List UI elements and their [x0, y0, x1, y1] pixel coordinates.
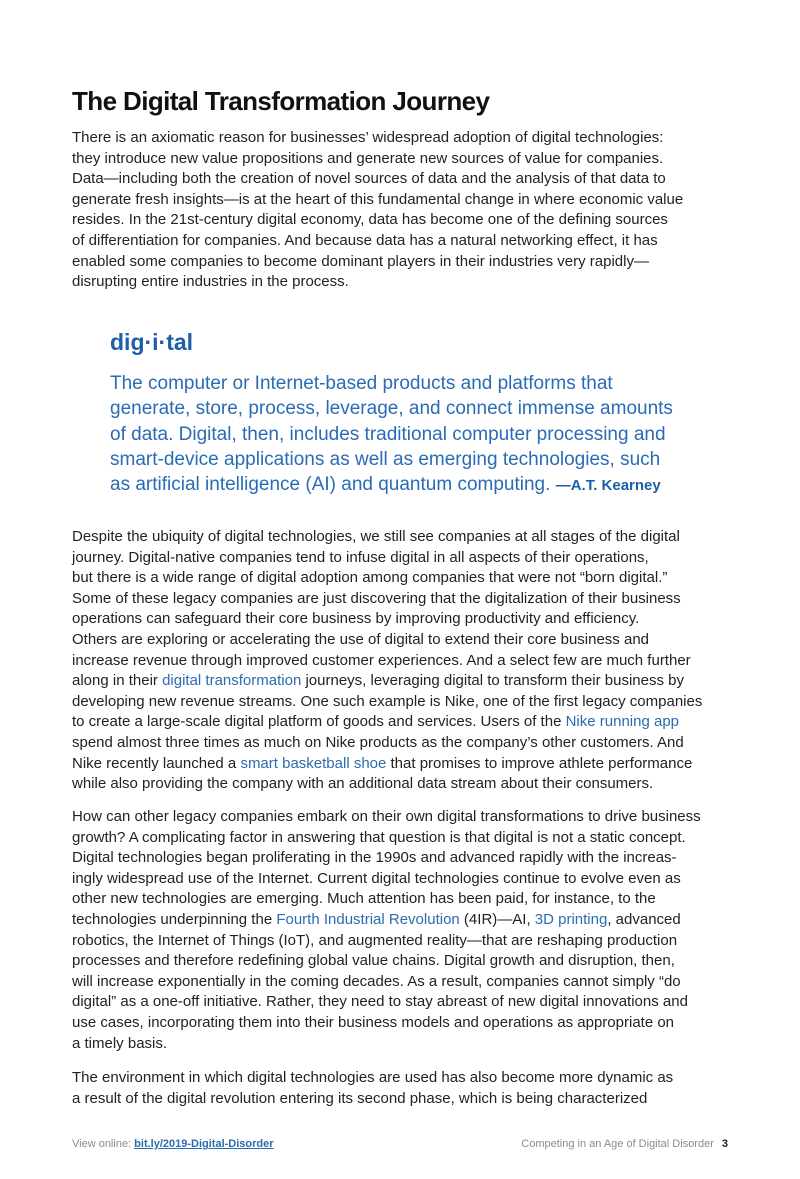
text-line: will increase exponentially in the coming decades. As a result, companies cannot simply “do — [72, 972, 681, 990]
text-line — [72, 910, 732, 931]
page-title: The Digital Transformation Journey — [72, 86, 490, 116]
definition-line — [110, 472, 710, 498]
intro-paragraph — [72, 128, 732, 293]
nike-running-app-link[interactable]: Nike running app — [565, 713, 680, 731]
body-paragraph-1 — [72, 527, 732, 795]
text-segment: journeys, leveraging digital to transform their business by — [301, 672, 684, 690]
definition-line: generate, store, process, leverage, and connect immense amounts — [110, 398, 673, 420]
text-line: disrupting entire industries in the process. — [72, 273, 349, 291]
text-line: increase revenue through improved customer experiences. And a select few are much further — [72, 651, 691, 669]
digital-transformation-link[interactable]: digital transformation — [162, 672, 302, 690]
definition-line-text: as artificial intelligence (AI) and quantum computing. — [110, 474, 551, 496]
text-line: The environment in which digital technologies are used has also become more dynamic as — [72, 1069, 674, 1086]
text-segment: to create a large-scale digital platform of goods and services. Users of the — [72, 713, 566, 731]
text-line: generate fresh insights—is at the heart of this fundamental change in where economic value — [72, 190, 684, 208]
text-line: operations can safeguard their core business by improving productivity and efficiency. — [72, 610, 640, 628]
text-line: There is an axiomatic reason for businesses’ widespread adoption of digital technologies: — [72, 129, 664, 146]
text-segment: that promises to improve athlete performance — [386, 754, 693, 772]
text-line: Data—including both the creation of novel sources of data and the analysis of that data to — [72, 170, 666, 188]
definition-attribution: —A.T. Kearney — [555, 477, 661, 495]
text-line — [72, 671, 732, 692]
text-line: How can other legacy companies embark on their own digital transformations to drive business — [72, 808, 701, 825]
text-line: resides. In the 21st-century digital economy, data has become one of the defining sources — [72, 211, 668, 229]
text-line: Some of these legacy companies are just discovering that the digitalization of their business — [72, 589, 681, 607]
text-line: they introduce new value propositions and generate new sources of value for companies. — [72, 149, 664, 167]
text-line: digital” as a one-off initiative. Rather, they need to stay abreast of new digital innovations and — [72, 993, 688, 1011]
text-segment: (4IR)—AI, — [459, 910, 535, 928]
text-line: developing new revenue streams. One such example is Nike, one of the first legacy companies — [72, 692, 703, 710]
text-line: journey. Digital-native companies tend to infuse digital in all aspects of their operations, — [72, 548, 649, 566]
text-line: but there is a wide range of digital adoption among companies that were not “born digital.” — [72, 569, 668, 587]
text-line: spend almost three times as much on Nike products as the company’s other customers. And — [72, 733, 684, 751]
text-line: use cases, incorporating them into their business models and operations as appropriate on — [72, 1013, 675, 1031]
footer-view-online — [72, 1138, 274, 1150]
text-line — [72, 712, 732, 733]
definition-term: dig·i·tal — [110, 329, 194, 355]
body-paragraph-3 — [72, 1068, 732, 1109]
fourth-industrial-revolution-link[interactable]: Fourth Industrial Revolution — [276, 910, 460, 928]
text-line: of differentiation for companies. And because data has a natural networking effect, it has — [72, 231, 658, 249]
text-segment: , advanced — [607, 910, 681, 928]
text-line: ingly widespread use of the Internet. Current digital technologies continue to evolve even as — [72, 869, 681, 887]
text-segment: technologies underpinning the — [72, 910, 277, 928]
text-line: processes and therefore redefining global value chains. Digital growth and disruption, then, — [72, 952, 675, 970]
text-line: a timely basis. — [72, 1034, 168, 1052]
footer-publication — [521, 1138, 728, 1150]
text-line: growth? A complicating factor in answering that question is that digital is not a static concept. — [72, 828, 686, 846]
text-line: Despite the ubiquity of digital technologies, we still see companies at all stages of the digital — [72, 528, 680, 545]
text-line: other new technologies are emerging. Much attention has been paid, for instance, to the — [72, 890, 656, 908]
page-number: 3 — [721, 1138, 728, 1150]
body-paragraph-2 — [72, 807, 732, 1054]
definition-callout — [110, 328, 710, 498]
footer-view-online-label: View online: — [72, 1138, 135, 1150]
text-line — [72, 754, 732, 775]
3d-printing-link[interactable]: 3D printing — [534, 910, 608, 928]
definition-line: smart-device applications as well as emerging technologies, such — [110, 448, 661, 470]
text-line: while also providing the company with an additional data stream about their consumers. — [72, 775, 654, 793]
definition-line: The computer or Internet-based products and platforms that — [110, 373, 613, 394]
text-line: enabled some companies to become dominant players in their industries very rapidly— — [72, 252, 649, 270]
text-line: Others are exploring or accelerating the use of digital to extend their core business and — [72, 630, 650, 648]
smart-basketball-shoe-link[interactable]: smart basketball shoe — [240, 754, 387, 772]
definition-line: of data. Digital, then, includes traditional computer processing and — [110, 423, 666, 445]
footer-url-link[interactable]: bit.ly/2019-Digital-Disorder — [134, 1138, 274, 1150]
text-line: robotics, the Internet of Things (IoT), and augmented reality—that are reshaping production — [72, 931, 678, 949]
text-line: Digital technologies began proliferating in the 1990s and advanced rapidly with the increas- — [72, 849, 677, 867]
text-line: a result of the digital revolution entering its second phase, which is being characterized — [72, 1089, 648, 1107]
text-segment: Nike recently launched a — [72, 754, 241, 772]
footer-publication-title: Competing in an Age of Digital Disorder — [521, 1138, 714, 1150]
text-segment: along in their — [72, 672, 163, 690]
